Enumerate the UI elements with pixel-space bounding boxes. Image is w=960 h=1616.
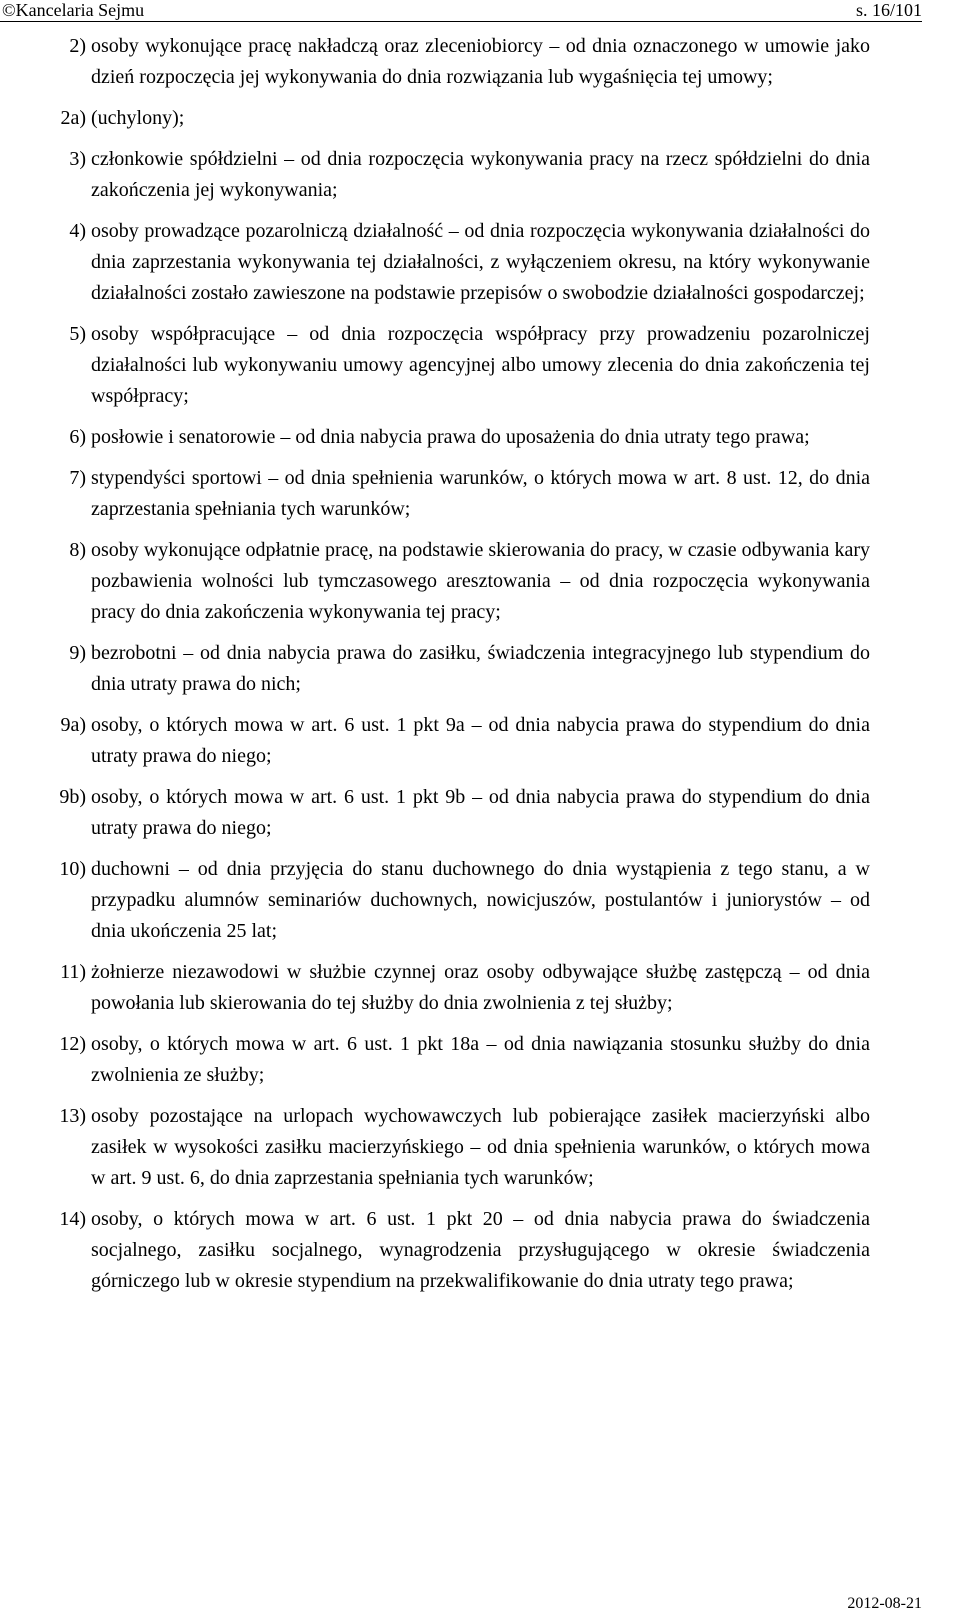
- item-number: 9): [69, 642, 86, 664]
- item-text: osoby wykonujące pracę nakładczą oraz zleceniobiorcy – od dnia oznaczonego w umowie jako dzień rozpoczęcia jej wykonywania do dnia rozwiązania lub wygaśnięcia tej umowy;: [91, 35, 870, 88]
- list-item: [0, 319, 870, 412]
- item-text: osoby wykonujące odpłatnie pracę, na podstawie skierowania do pracy, w czasie odbywania kary pozbawienia wolności lub tymczasowego aresztowania – od dnia rozpoczęcia wykonywania pracy do dnia zakończenia wykonywania tej pracy;: [91, 539, 870, 623]
- list-item: [0, 1029, 870, 1091]
- list-item: [0, 144, 870, 206]
- item-text: bezrobotni – od dnia nabycia prawa do zasiłku, świadczenia integracyjnego lub stypendium do dnia utraty prawa do nich;: [91, 642, 870, 695]
- list-item: [0, 103, 870, 134]
- item-text: osoby, o których mowa w art. 6 ust. 1 pkt 18a – od dnia nawiązania stosunku służby do dnia zwolnienia ze służby;: [91, 1033, 870, 1086]
- item-number: 3): [69, 148, 86, 170]
- list-item: [0, 463, 870, 525]
- item-number: 11): [60, 961, 86, 983]
- item-number: 9b): [59, 786, 86, 808]
- item-number: 14): [59, 1208, 86, 1230]
- item-number: 2a): [60, 107, 86, 129]
- item-number: 10): [59, 858, 86, 880]
- header-divider: [0, 21, 922, 22]
- item-text: osoby, o których mowa w art. 6 ust. 1 pkt 20 – od dnia nabycia prawa do świadczenia socjalnego, zasiłku socjalnego, wynagrodzenia przysługującego w okresie świadczenia górniczego lub w okresie stypendium na przekwalifikowanie do dnia utraty tego prawa;: [91, 1208, 870, 1292]
- item-number: 6): [69, 426, 86, 448]
- item-text: osoby, o których mowa w art. 6 ust. 1 pkt 9b – od dnia nabycia prawa do stypendium do dnia utraty prawa do niego;: [91, 786, 870, 839]
- list-item: [0, 957, 870, 1019]
- list-item: [0, 638, 870, 700]
- item-number: 4): [69, 220, 86, 242]
- list-item: [0, 710, 870, 772]
- item-text: osoby pozostające na urlopach wychowawczych lub pobierające zasiłek macierzyński albo zasiłek w wysokości zasiłku macierzyńskiego – od dnia spełnienia warunków, o których mowa w art. 9 ust. 6, do dnia zaprzestania spełniania tych warunków;: [91, 1105, 870, 1189]
- page-header: [0, 0, 960, 20]
- list-item: [0, 782, 870, 844]
- list-item: [0, 216, 870, 309]
- item-text: osoby współpracujące – od dnia rozpoczęcia współpracy przy prowadzeniu pozarolniczej działalności lub wykonywaniu umowy agencyjnej albo umowy zlecenia do dnia zakończenia tej współpracy;: [91, 323, 870, 407]
- item-text: (uchylony);: [91, 107, 185, 129]
- item-text: duchowni – od dnia przyjęcia do stanu duchownego do dnia wystąpienia z tego stanu, a w przypadku alumnów seminariów duchownych, nowicjuszów, postulantów i juniorystów – od dnia ukończenia 25 lat;: [91, 858, 870, 942]
- list-item: [0, 31, 870, 93]
- item-number: 5): [69, 323, 86, 345]
- item-number: 7): [69, 467, 86, 489]
- page-number: s. 16/101: [855, 0, 922, 20]
- list-item: [0, 422, 870, 453]
- list-item: [0, 535, 870, 628]
- list-item: [0, 1101, 870, 1194]
- item-text: członkowie spółdzielni – od dnia rozpoczęcia wykonywania pracy na rzecz spółdzielni do dnia zakończenia jej wykonywania;: [91, 148, 870, 201]
- item-text: żołnierze niezawodowi w służbie czynnej oraz osoby odbywające służbę zastępczą – od dnia powołania lub skierowania do tej służby do dnia zwolnienia z tej służby;: [91, 961, 870, 1014]
- item-text: stypendyści sportowi – od dnia spełnienia warunków, o których mowa w art. 8 ust. 12, do dnia zaprzestania spełniania tych warunków;: [91, 467, 870, 520]
- item-number: 12): [59, 1033, 86, 1055]
- document-date: 2012-08-21: [847, 1595, 922, 1612]
- list-item: [0, 1204, 870, 1297]
- item-text: osoby prowadzące pozarolniczą działalność – od dnia rozpoczęcia wykonywania działalności do dnia zaprzestania wykonywania tej działalności, z wyłączeniem okresu, na który wykonywanie działalności zostało zawieszone na podstawie przepisów o swobodzie działalności gospodarczej;: [91, 220, 870, 304]
- item-text: osoby, o których mowa w art. 6 ust. 1 pkt 9a – od dnia nabycia prawa do stypendium do dnia utraty prawa do niego;: [91, 714, 870, 767]
- source-label: ©Kancelaria Sejmu: [2, 0, 145, 20]
- item-number: 9a): [60, 714, 86, 736]
- item-number: 2): [69, 35, 86, 57]
- list-item: [0, 854, 870, 947]
- item-number: 13): [59, 1105, 86, 1127]
- item-number: 8): [69, 539, 86, 561]
- provision-list: [0, 31, 960, 1307]
- item-text: posłowie i senatorowie – od dnia nabycia prawa do uposażenia do dnia utraty tego prawa;: [91, 426, 810, 448]
